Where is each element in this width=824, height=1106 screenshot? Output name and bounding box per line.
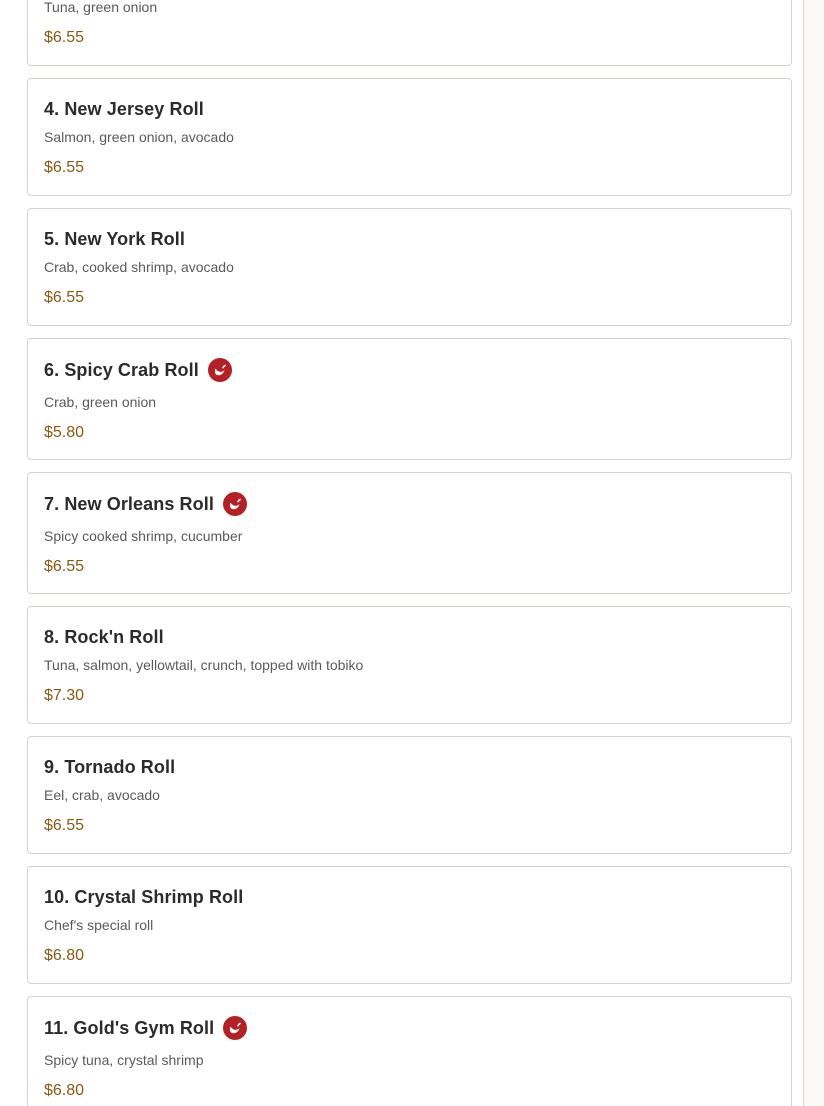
menu-item-name: 8. Rock'n Roll bbox=[44, 626, 164, 647]
menu-item-name: 4. New Jersey Roll bbox=[44, 98, 204, 119]
menu-item-card[interactable] bbox=[27, 208, 792, 326]
menu-item-name: 6. Spicy Crab Roll bbox=[44, 359, 199, 380]
menu-item-name: 10. Crystal Shrimp Roll bbox=[44, 886, 244, 907]
menu-item-price: $6.55 bbox=[44, 817, 85, 834]
menu-item-price: $7.30 bbox=[44, 687, 85, 704]
menu-item-card[interactable] bbox=[27, 0, 792, 66]
menu-item-price: $6.80 bbox=[44, 1082, 85, 1099]
chili-pepper-icon bbox=[223, 1016, 247, 1040]
chili-pepper-icon bbox=[223, 492, 247, 516]
menu-item-card[interactable] bbox=[27, 78, 792, 196]
menu-item-card[interactable] bbox=[27, 866, 792, 984]
menu-item-price: $5.80 bbox=[44, 424, 85, 441]
menu-item-card[interactable] bbox=[27, 472, 792, 594]
menu-item-name: 11. Gold's Gym Roll bbox=[44, 1017, 215, 1038]
menu-item-list bbox=[27, 0, 792, 1106]
menu-item-description: Tuna, green onion bbox=[44, 0, 158, 15]
menu-item-description: Tuna, salmon, yellowtail, crunch, topped with tobiko bbox=[44, 657, 364, 673]
menu-item-description: Crab, green onion bbox=[44, 394, 157, 410]
menu-item-name: 9. Tornado Roll bbox=[44, 756, 176, 777]
menu-item-card[interactable] bbox=[27, 338, 792, 460]
menu-item-description: Crab, cooked shrimp, avocado bbox=[44, 259, 234, 275]
menu-item-card[interactable] bbox=[27, 996, 792, 1106]
chili-pepper-icon bbox=[208, 358, 232, 382]
menu-item-name: 7. New Orleans Roll bbox=[44, 493, 214, 514]
menu-item-name: 5. New York Roll bbox=[44, 228, 185, 249]
menu-item-price: $6.80 bbox=[44, 947, 85, 964]
menu-item-description: Spicy tuna, crystal shrimp bbox=[44, 1052, 204, 1068]
menu-item-description: Spicy cooked shrimp, cucumber bbox=[44, 528, 243, 544]
menu-item-price: $6.55 bbox=[44, 289, 85, 306]
menu-item-card[interactable] bbox=[27, 736, 792, 854]
menu-item-description: Salmon, green onion, avocado bbox=[44, 129, 234, 145]
menu-item-description: Eel, crab, avocado bbox=[44, 787, 160, 803]
menu-item-card[interactable] bbox=[27, 606, 792, 724]
menu-item-price: $6.55 bbox=[44, 558, 85, 575]
menu-item-price: $6.55 bbox=[44, 159, 85, 176]
menu-item-description: Chef's special roll bbox=[44, 917, 154, 933]
menu-item-price: $6.55 bbox=[44, 29, 85, 46]
